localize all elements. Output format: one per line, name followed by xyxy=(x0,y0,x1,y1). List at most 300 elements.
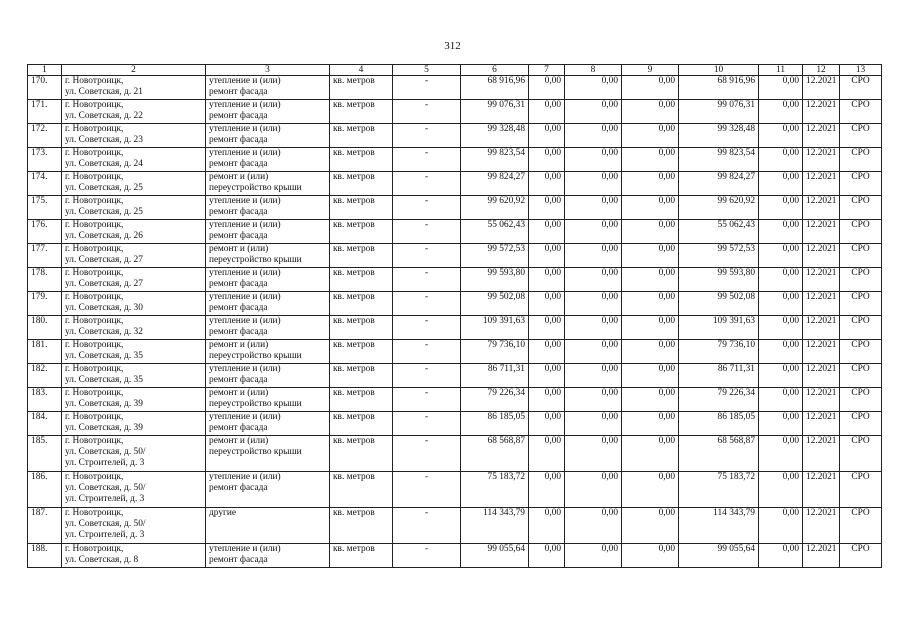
column-header-5: 5 xyxy=(393,65,461,76)
address-line: г. Новотроицк, xyxy=(65,508,124,518)
fund-col-9: 0,00 xyxy=(622,292,679,316)
address-line: г. Новотроицк, xyxy=(65,196,124,206)
work-type-cell xyxy=(206,364,330,388)
address-line: г. Новотроицк, xyxy=(65,388,124,398)
fund-col-8: 0,00 xyxy=(565,316,622,340)
fund-col-9: 0,00 xyxy=(622,472,679,508)
completion-date-cell: 12.2021 xyxy=(803,100,840,124)
fund-col-11: 0,00 xyxy=(759,148,803,172)
executor-cell: СРО xyxy=(840,196,882,220)
row-number: 184. xyxy=(28,412,62,436)
work-type-line: ремонт фасада xyxy=(209,279,268,290)
address-line: ул. Советская, д. 50/ xyxy=(65,483,146,494)
fund-col-8: 0,00 xyxy=(565,472,622,508)
row-number: 188. xyxy=(28,544,62,568)
work-type-line: ремонт фасада xyxy=(209,207,268,218)
total-cost-cell: 68 568,87 xyxy=(461,436,529,472)
owners-funds-cell: 99 328,48 xyxy=(679,124,759,148)
owners-funds-cell: 75 183,72 xyxy=(679,472,759,508)
address-cell xyxy=(62,292,206,316)
total-cost-cell: 86 185,05 xyxy=(461,412,529,436)
total-cost-cell: 86 711,31 xyxy=(461,364,529,388)
address-line: ул. Советская, д. 26 xyxy=(65,231,143,242)
work-type-line: утепление и (или) xyxy=(209,544,281,554)
total-cost-cell: 68 916,96 xyxy=(461,76,529,100)
volume-cell: - xyxy=(393,220,461,244)
column-header-13: 13 xyxy=(840,65,882,76)
row-number: 177. xyxy=(28,244,62,268)
work-type-line: ремонт фасада xyxy=(209,111,268,122)
volume-cell: - xyxy=(393,196,461,220)
unit-cell: кв. метров xyxy=(330,340,393,364)
address-line: ул. Советская, д. 30 xyxy=(65,303,143,314)
table-row xyxy=(28,388,882,412)
fund-col-11: 0,00 xyxy=(759,196,803,220)
total-cost-cell: 109 391,63 xyxy=(461,316,529,340)
executor-cell: СРО xyxy=(840,388,882,412)
row-number: 175. xyxy=(28,196,62,220)
address-line: ул. Строителей, д. 3 xyxy=(65,458,145,469)
work-type-line: переустройство крыши xyxy=(209,183,302,194)
table-row xyxy=(28,508,882,544)
address-line: ул. Советская, д. 22 xyxy=(65,111,143,122)
work-type-line: ремонт фасада xyxy=(209,375,268,386)
address-cell xyxy=(62,472,206,508)
work-type-line: ремонт фасада xyxy=(209,87,268,98)
fund-col-8: 0,00 xyxy=(565,124,622,148)
fund-col-11: 0,00 xyxy=(759,124,803,148)
fund-col-8: 0,00 xyxy=(565,172,622,196)
volume-cell: - xyxy=(393,148,461,172)
address-line: ул. Советская, д. 39 xyxy=(65,423,143,434)
unit-cell: кв. метров xyxy=(330,508,393,544)
fund-col-8: 0,00 xyxy=(565,388,622,412)
executor-cell: СРО xyxy=(840,100,882,124)
column-header-4: 4 xyxy=(330,65,393,76)
executor-cell: СРО xyxy=(840,220,882,244)
column-header-7: 7 xyxy=(529,65,565,76)
work-type-cell xyxy=(206,508,330,544)
table-row xyxy=(28,412,882,436)
volume-cell: - xyxy=(393,544,461,568)
table-row xyxy=(28,436,882,472)
address-cell xyxy=(62,220,206,244)
address-line: ул. Советская, д. 23 xyxy=(65,135,143,146)
completion-date-cell: 12.2021 xyxy=(803,472,840,508)
work-type-line: ремонт и (или) xyxy=(209,436,269,446)
work-type-cell xyxy=(206,436,330,472)
fund-col-9: 0,00 xyxy=(622,196,679,220)
address-cell xyxy=(62,244,206,268)
executor-cell: СРО xyxy=(840,124,882,148)
address-line: г. Новотроицк, xyxy=(65,100,124,110)
executor-cell: СРО xyxy=(840,316,882,340)
row-number: 181. xyxy=(28,340,62,364)
work-type-line: утепление и (или) xyxy=(209,316,281,326)
capital-repair-register-table xyxy=(27,64,882,568)
fund-col-9: 0,00 xyxy=(622,76,679,100)
fund-col-11: 0,00 xyxy=(759,508,803,544)
work-type-line: переустройство крыши xyxy=(209,351,302,362)
owners-funds-cell: 99 620,92 xyxy=(679,196,759,220)
work-type-cell xyxy=(206,124,330,148)
completion-date-cell: 12.2021 xyxy=(803,244,840,268)
work-type-line: утепление и (или) xyxy=(209,124,281,134)
table-row xyxy=(28,100,882,124)
column-header-6: 6 xyxy=(461,65,529,76)
fund-col-7: 0,00 xyxy=(529,412,565,436)
address-cell xyxy=(62,388,206,412)
address-line: ул. Советская, д. 50/ xyxy=(65,447,146,458)
unit-cell: кв. метров xyxy=(330,76,393,100)
work-type-cell xyxy=(206,544,330,568)
table-row xyxy=(28,364,882,388)
work-type-line: переустройство крыши xyxy=(209,399,302,410)
work-type-cell xyxy=(206,292,330,316)
unit-cell: кв. метров xyxy=(330,472,393,508)
total-cost-cell: 75 183,72 xyxy=(461,472,529,508)
owners-funds-cell: 68 916,96 xyxy=(679,76,759,100)
fund-col-7: 0,00 xyxy=(529,436,565,472)
volume-cell: - xyxy=(393,388,461,412)
total-cost-cell: 99 502,08 xyxy=(461,292,529,316)
completion-date-cell: 12.2021 xyxy=(803,124,840,148)
table-row xyxy=(28,220,882,244)
fund-col-7: 0,00 xyxy=(529,148,565,172)
volume-cell: - xyxy=(393,292,461,316)
owners-funds-cell: 114 343,79 xyxy=(679,508,759,544)
address-line: ул. Советская, д. 27 xyxy=(65,255,143,266)
fund-col-8: 0,00 xyxy=(565,196,622,220)
address-line: г. Новотроицк, xyxy=(65,76,124,86)
unit-cell: кв. метров xyxy=(330,388,393,412)
row-number: 182. xyxy=(28,364,62,388)
table-row xyxy=(28,148,882,172)
work-type-cell xyxy=(206,388,330,412)
fund-col-8: 0,00 xyxy=(565,508,622,544)
total-cost-cell: 99 055,64 xyxy=(461,544,529,568)
fund-col-11: 0,00 xyxy=(759,412,803,436)
executor-cell: СРО xyxy=(840,364,882,388)
fund-col-9: 0,00 xyxy=(622,244,679,268)
address-line: ул. Советская, д. 8 xyxy=(65,555,139,566)
work-type-cell xyxy=(206,412,330,436)
work-type-line: ремонт фасада xyxy=(209,303,268,314)
fund-col-11: 0,00 xyxy=(759,292,803,316)
address-line: ул. Строителей, д. 3 xyxy=(65,494,145,505)
table-row xyxy=(28,544,882,568)
executor-cell: СРО xyxy=(840,76,882,100)
owners-funds-cell: 68 568,87 xyxy=(679,436,759,472)
address-line: г. Новотроицк, xyxy=(65,340,124,350)
fund-col-7: 0,00 xyxy=(529,388,565,412)
volume-cell: - xyxy=(393,472,461,508)
unit-cell: кв. метров xyxy=(330,436,393,472)
work-type-line: другие xyxy=(209,508,237,518)
fund-col-8: 0,00 xyxy=(565,412,622,436)
completion-date-cell: 12.2021 xyxy=(803,196,840,220)
row-number: 174. xyxy=(28,172,62,196)
unit-cell: кв. метров xyxy=(330,364,393,388)
work-type-line: ремонт фасада xyxy=(209,135,268,146)
fund-col-7: 0,00 xyxy=(529,508,565,544)
address-line: ул. Советская, д. 35 xyxy=(65,375,143,386)
address-line: г. Новотроицк, xyxy=(65,172,124,182)
fund-col-11: 0,00 xyxy=(759,268,803,292)
completion-date-cell: 12.2021 xyxy=(803,412,840,436)
completion-date-cell: 12.2021 xyxy=(803,316,840,340)
work-type-line: ремонт фасада xyxy=(209,231,268,242)
work-type-line: ремонт и (или) xyxy=(209,388,269,398)
fund-col-9: 0,00 xyxy=(622,388,679,412)
volume-cell: - xyxy=(393,124,461,148)
address-cell xyxy=(62,412,206,436)
volume-cell: - xyxy=(393,508,461,544)
volume-cell: - xyxy=(393,436,461,472)
total-cost-cell: 55 062,43 xyxy=(461,220,529,244)
fund-col-8: 0,00 xyxy=(565,544,622,568)
completion-date-cell: 12.2021 xyxy=(803,340,840,364)
column-header-10: 10 xyxy=(679,65,759,76)
completion-date-cell: 12.2021 xyxy=(803,268,840,292)
address-line: ул. Советская, д. 32 xyxy=(65,327,143,338)
work-type-line: утепление и (или) xyxy=(209,364,281,374)
address-cell xyxy=(62,172,206,196)
address-cell xyxy=(62,544,206,568)
fund-col-11: 0,00 xyxy=(759,172,803,196)
fund-col-7: 0,00 xyxy=(529,172,565,196)
volume-cell: - xyxy=(393,316,461,340)
fund-col-7: 0,00 xyxy=(529,76,565,100)
address-line: г. Новотроицк, xyxy=(65,292,124,302)
fund-col-9: 0,00 xyxy=(622,148,679,172)
fund-col-9: 0,00 xyxy=(622,268,679,292)
fund-col-7: 0,00 xyxy=(529,196,565,220)
fund-col-11: 0,00 xyxy=(759,100,803,124)
unit-cell: кв. метров xyxy=(330,220,393,244)
fund-col-11: 0,00 xyxy=(759,244,803,268)
total-cost-cell: 99 620,92 xyxy=(461,196,529,220)
owners-funds-cell: 99 055,64 xyxy=(679,544,759,568)
executor-cell: СРО xyxy=(840,544,882,568)
work-type-line: утепление и (или) xyxy=(209,196,281,206)
address-cell xyxy=(62,148,206,172)
completion-date-cell: 12.2021 xyxy=(803,220,840,244)
volume-cell: - xyxy=(393,412,461,436)
fund-col-8: 0,00 xyxy=(565,268,622,292)
executor-cell: СРО xyxy=(840,292,882,316)
executor-cell: СРО xyxy=(840,148,882,172)
fund-col-8: 0,00 xyxy=(565,220,622,244)
owners-funds-cell: 99 823,54 xyxy=(679,148,759,172)
table-row xyxy=(28,316,882,340)
table-row xyxy=(28,292,882,316)
address-cell xyxy=(62,316,206,340)
work-type-cell xyxy=(206,100,330,124)
page-number: 312 xyxy=(444,40,461,52)
address-cell xyxy=(62,100,206,124)
fund-col-9: 0,00 xyxy=(622,124,679,148)
address-line: г. Новотроицк, xyxy=(65,364,124,374)
row-number: 180. xyxy=(28,316,62,340)
column-header-9: 9 xyxy=(622,65,679,76)
work-type-line: переустройство крыши xyxy=(209,447,302,458)
volume-cell: - xyxy=(393,364,461,388)
executor-cell: СРО xyxy=(840,472,882,508)
work-type-line: утепление и (или) xyxy=(209,292,281,302)
address-line: ул. Советская, д. 25 xyxy=(65,207,143,218)
row-number: 179. xyxy=(28,292,62,316)
unit-cell: кв. метров xyxy=(330,100,393,124)
address-cell xyxy=(62,268,206,292)
owners-funds-cell: 86 711,31 xyxy=(679,364,759,388)
executor-cell: СРО xyxy=(840,340,882,364)
unit-cell: кв. метров xyxy=(330,544,393,568)
address-line: ул. Советская, д. 21 xyxy=(65,87,143,98)
completion-date-cell: 12.2021 xyxy=(803,148,840,172)
address-line: ул. Советская, д. 39 xyxy=(65,399,143,410)
work-type-line: утепление и (или) xyxy=(209,76,281,86)
fund-col-11: 0,00 xyxy=(759,76,803,100)
work-type-line: ремонт фасада xyxy=(209,327,268,338)
owners-funds-cell: 99 572,53 xyxy=(679,244,759,268)
table-row xyxy=(28,340,882,364)
fund-col-7: 0,00 xyxy=(529,124,565,148)
address-line: г. Новотроицк, xyxy=(65,244,124,254)
work-type-line: утепление и (или) xyxy=(209,220,281,230)
work-type-line: утепление и (или) xyxy=(209,148,281,158)
volume-cell: - xyxy=(393,340,461,364)
work-type-cell xyxy=(206,172,330,196)
fund-col-11: 0,00 xyxy=(759,364,803,388)
address-line: ул. Советская, д. 35 xyxy=(65,351,143,362)
work-type-line: ремонт фасада xyxy=(209,483,268,494)
volume-cell: - xyxy=(393,268,461,292)
address-line: г. Новотроицк, xyxy=(65,148,124,158)
unit-cell: кв. метров xyxy=(330,412,393,436)
total-cost-cell: 99 824,27 xyxy=(461,172,529,196)
fund-col-7: 0,00 xyxy=(529,292,565,316)
table-row xyxy=(28,76,882,100)
total-cost-cell: 99 593,80 xyxy=(461,268,529,292)
column-header-1: 1 xyxy=(28,65,62,76)
owners-funds-cell: 99 593,80 xyxy=(679,268,759,292)
completion-date-cell: 12.2021 xyxy=(803,364,840,388)
executor-cell: СРО xyxy=(840,268,882,292)
fund-col-11: 0,00 xyxy=(759,220,803,244)
row-number: 187. xyxy=(28,508,62,544)
work-type-cell xyxy=(206,76,330,100)
unit-cell: кв. метров xyxy=(330,244,393,268)
work-type-line: ремонт и (или) xyxy=(209,172,269,182)
total-cost-cell: 99 823,54 xyxy=(461,148,529,172)
fund-col-9: 0,00 xyxy=(622,508,679,544)
unit-cell: кв. метров xyxy=(330,268,393,292)
fund-col-9: 0,00 xyxy=(622,364,679,388)
total-cost-cell: 79 736,10 xyxy=(461,340,529,364)
address-cell xyxy=(62,508,206,544)
address-line: г. Новотроицк, xyxy=(65,124,124,134)
fund-col-8: 0,00 xyxy=(565,100,622,124)
row-number: 183. xyxy=(28,388,62,412)
owners-funds-cell: 99 076,31 xyxy=(679,100,759,124)
unit-cell: кв. метров xyxy=(330,148,393,172)
work-type-line: утепление и (или) xyxy=(209,412,281,422)
work-type-line: ремонт и (или) xyxy=(209,244,269,254)
column-header-11: 11 xyxy=(759,65,803,76)
total-cost-cell: 99 572,53 xyxy=(461,244,529,268)
address-line: г. Новотроицк, xyxy=(65,472,124,482)
total-cost-cell: 99 076,31 xyxy=(461,100,529,124)
work-type-line: утепление и (или) xyxy=(209,472,281,482)
fund-col-9: 0,00 xyxy=(622,172,679,196)
fund-col-8: 0,00 xyxy=(565,340,622,364)
work-type-line: переустройство крыши xyxy=(209,255,302,266)
table-row xyxy=(28,472,882,508)
work-type-cell xyxy=(206,244,330,268)
address-line: ул. Советская, д. 25 xyxy=(65,183,143,194)
fund-col-8: 0,00 xyxy=(565,436,622,472)
completion-date-cell: 12.2021 xyxy=(803,388,840,412)
completion-date-cell: 12.2021 xyxy=(803,508,840,544)
address-cell xyxy=(62,436,206,472)
executor-cell: СРО xyxy=(840,508,882,544)
address-line: г. Новотроицк, xyxy=(65,268,124,278)
work-type-cell xyxy=(206,220,330,244)
address-cell xyxy=(62,364,206,388)
address-line: ул. Советская, д. 24 xyxy=(65,159,143,170)
table-row xyxy=(28,196,882,220)
table-body xyxy=(28,76,882,568)
volume-cell: - xyxy=(393,244,461,268)
fund-col-8: 0,00 xyxy=(565,244,622,268)
work-type-line: ремонт и (или) xyxy=(209,340,269,350)
address-line: г. Новотроицк, xyxy=(65,412,124,422)
address-cell xyxy=(62,76,206,100)
address-cell xyxy=(62,196,206,220)
address-cell xyxy=(62,124,206,148)
completion-date-cell: 12.2021 xyxy=(803,172,840,196)
owners-funds-cell: 109 391,63 xyxy=(679,316,759,340)
completion-date-cell: 12.2021 xyxy=(803,436,840,472)
fund-col-7: 0,00 xyxy=(529,268,565,292)
fund-col-11: 0,00 xyxy=(759,544,803,568)
row-number: 173. xyxy=(28,148,62,172)
column-number-row xyxy=(28,65,882,76)
fund-col-9: 0,00 xyxy=(622,220,679,244)
row-number: 170. xyxy=(28,76,62,100)
fund-col-11: 0,00 xyxy=(759,472,803,508)
fund-col-9: 0,00 xyxy=(622,412,679,436)
executor-cell: СРО xyxy=(840,412,882,436)
column-header-3: 3 xyxy=(206,65,330,76)
executor-cell: СРО xyxy=(840,436,882,472)
volume-cell: - xyxy=(393,172,461,196)
fund-col-9: 0,00 xyxy=(622,340,679,364)
work-type-cell xyxy=(206,148,330,172)
address-cell xyxy=(62,340,206,364)
table-row xyxy=(28,172,882,196)
work-type-line: утепление и (или) xyxy=(209,100,281,110)
total-cost-cell: 99 328,48 xyxy=(461,124,529,148)
fund-col-11: 0,00 xyxy=(759,436,803,472)
owners-funds-cell: 99 824,27 xyxy=(679,172,759,196)
address-line: ул. Советская, д. 27 xyxy=(65,279,143,290)
fund-col-7: 0,00 xyxy=(529,316,565,340)
column-header-2: 2 xyxy=(62,65,206,76)
work-type-cell xyxy=(206,196,330,220)
fund-col-9: 0,00 xyxy=(622,100,679,124)
